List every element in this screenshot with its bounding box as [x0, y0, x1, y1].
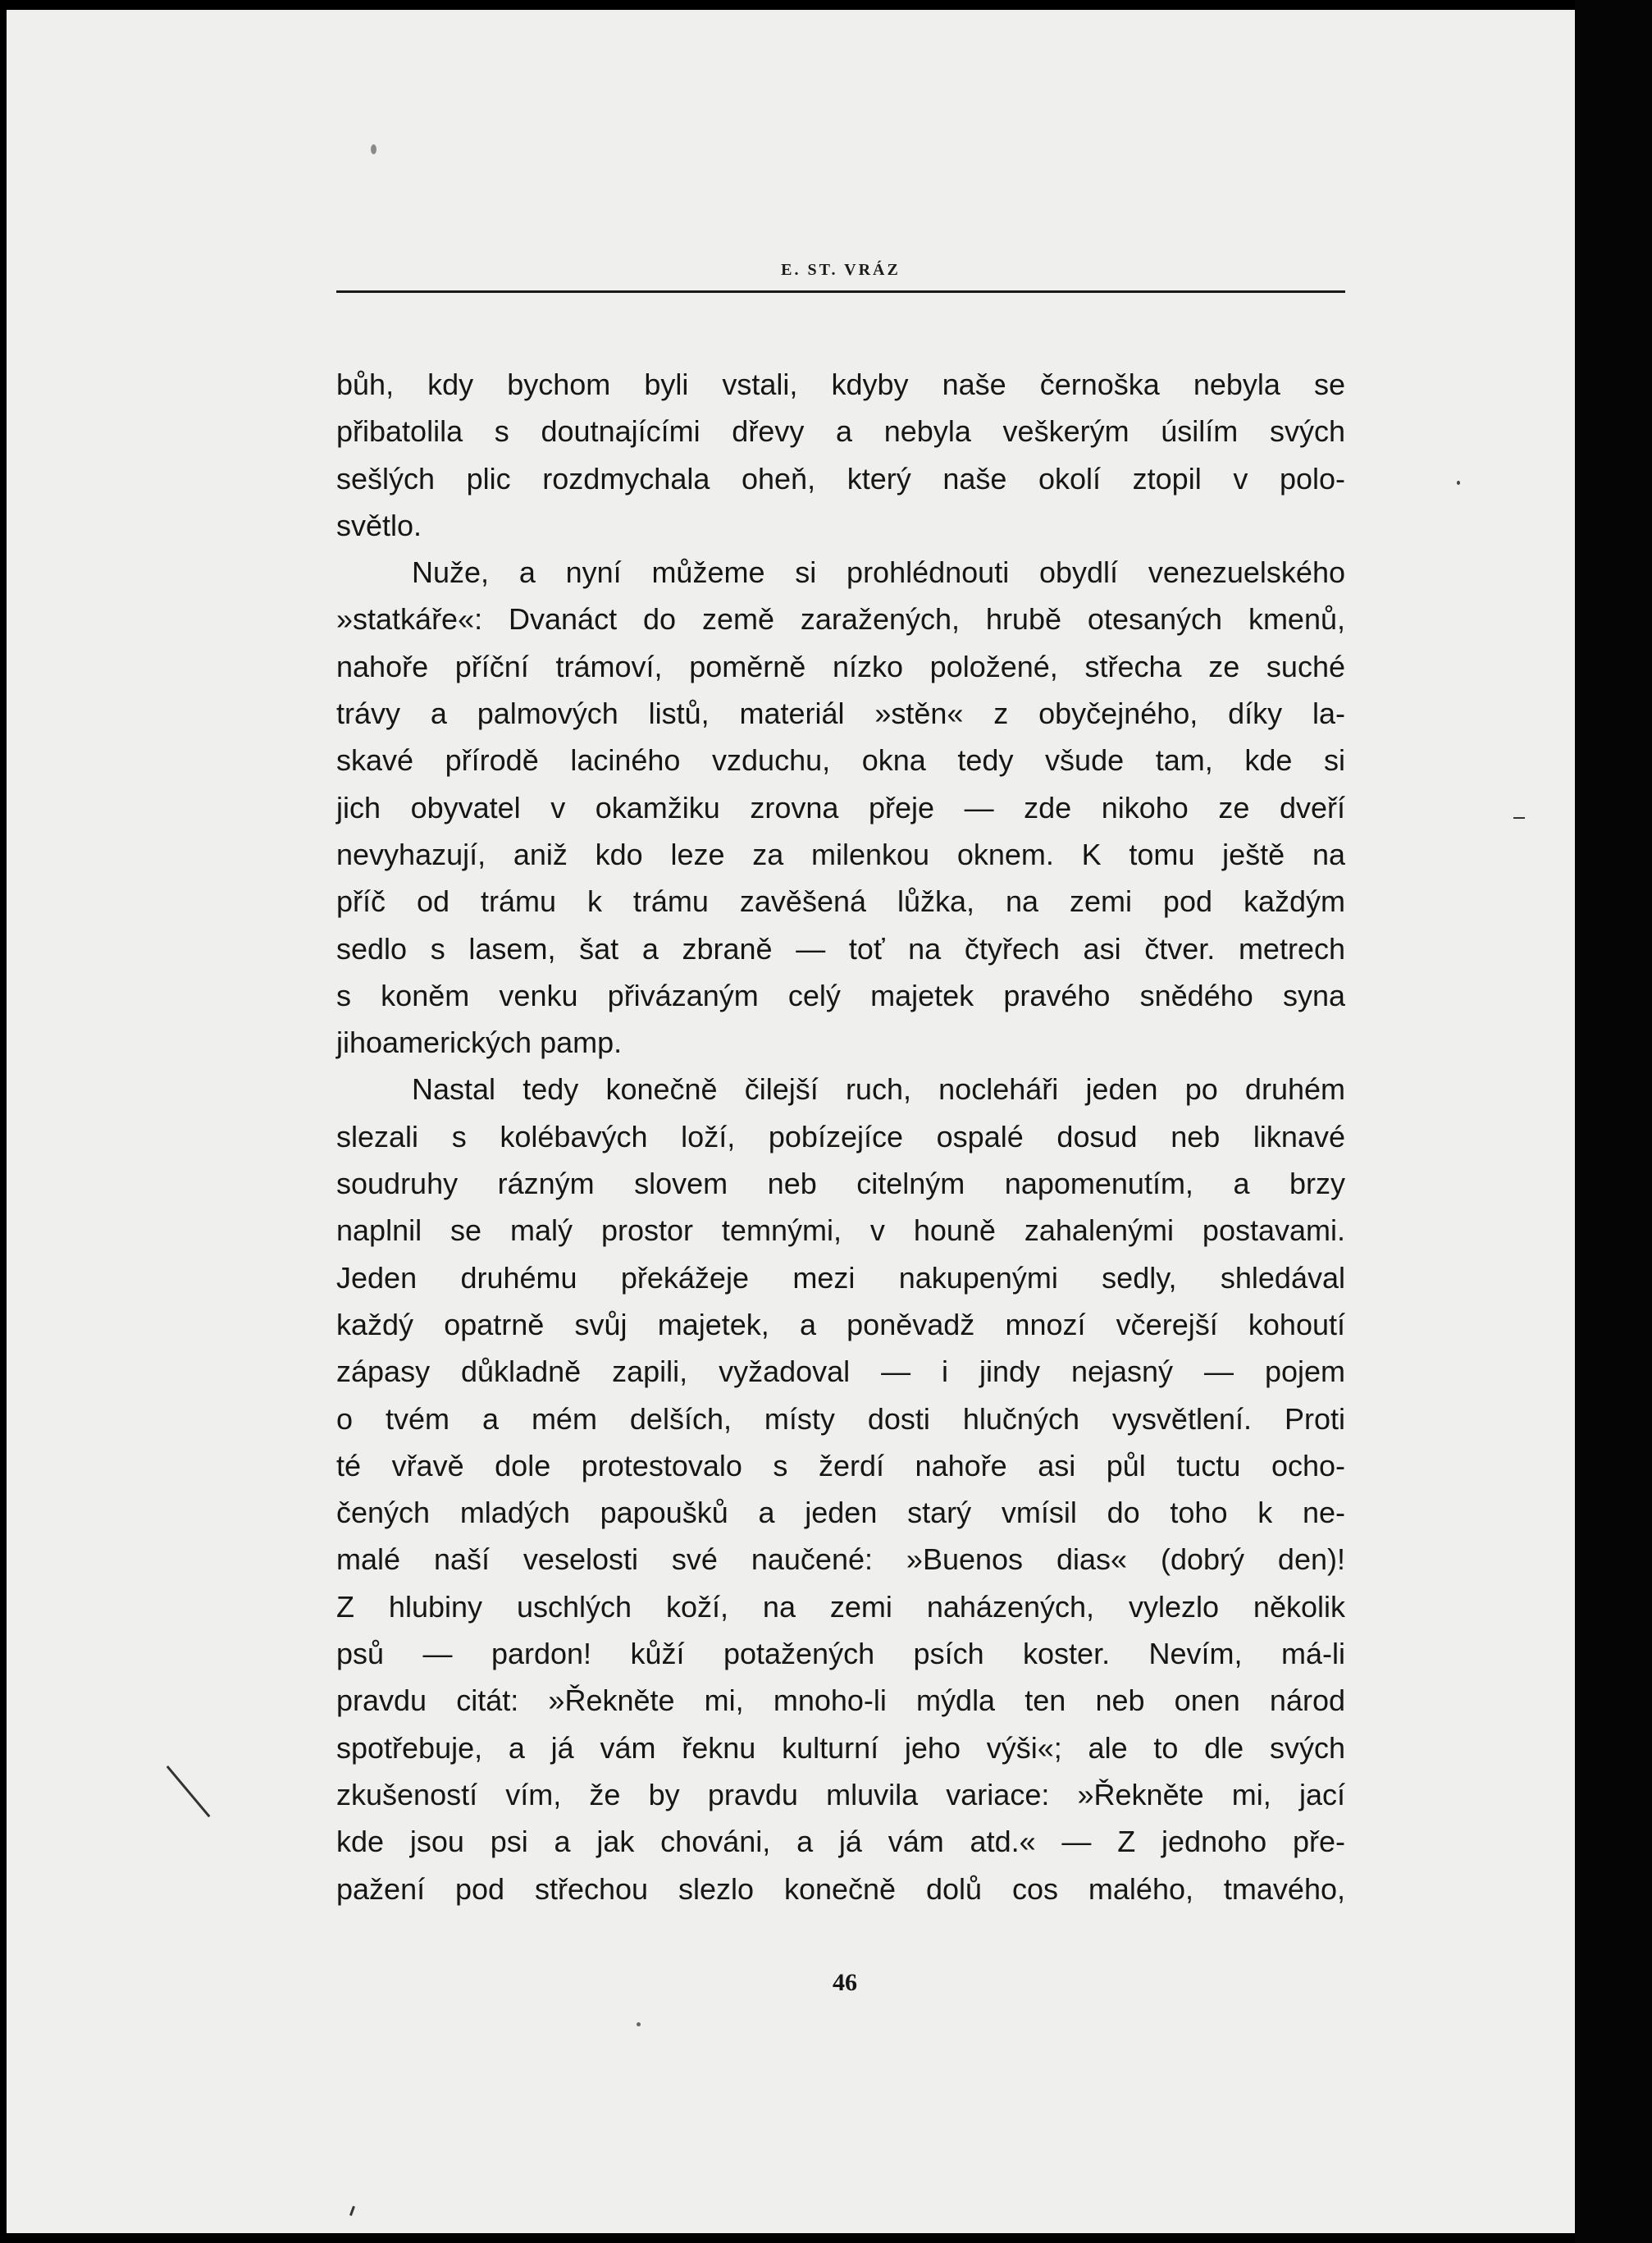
- text-line: Jeden druhému překážeje mezi nakupenými sedly, shledával: [336, 1260, 1345, 1295]
- text-line: kde jsou psi a jak chováni, a já vám atd.« — Z jednoho pře-: [336, 1825, 1345, 1859]
- scan-border-right: [1575, 0, 1652, 2243]
- running-head: E. ST. VRÁZ: [781, 261, 901, 279]
- text-line: psů — pardon! kůží potažených psích koster. Nevím, má-li: [336, 1637, 1345, 1671]
- text-line: Nuže, a nyní můžeme si prohlédnouti obydlí venezuelského: [412, 555, 1345, 590]
- text-line: jich obyvatel v okamžiku zrovna přeje — zde nikoho ze dveří: [336, 790, 1345, 825]
- text-line: o tvém a mém delších, místy dosti hlučných vysvětlení. Proti: [336, 1401, 1345, 1436]
- dust-speck: [371, 144, 376, 154]
- text-line: pažení pod střechou slezlo konečně dolů cos malého, tmavého,: [336, 1871, 1345, 1906]
- text-line: »statkáře«: Dvanáct do země zaražených, hrubě otesaných kmenů,: [336, 602, 1345, 637]
- text-line: bůh, kdy bychom byli vstali, kdyby naše černoška nebyla se: [336, 368, 1345, 401]
- scan-scratch: [1513, 817, 1525, 819]
- text-line: malé naší veselosti své naučené: »Buenos dias« (dobrý den)!: [336, 1542, 1345, 1577]
- dust-speck: [637, 2022, 641, 2026]
- body-text: [336, 361, 1345, 1912]
- text-line: trávy a palmových listů, materiál »stěn« z obyčejného, díky la-: [336, 697, 1345, 731]
- text-line: jihoamerických pamp.: [336, 1026, 623, 1060]
- text-line: naplnil se malý prostor temnými, v houně zahalenými postavami.: [336, 1213, 1345, 1248]
- text-line: s koněm venku přivázaným celý majetek pravého snědého syna: [336, 978, 1345, 1012]
- text-line: nahoře příční trámoví, poměrně nízko položené, střecha ze suché: [336, 649, 1345, 683]
- header-rule: [336, 290, 1345, 293]
- text-line: pravdu citát: »Řekněte mi, mnoho-li mýdla ten neb onen národ: [336, 1683, 1345, 1718]
- text-line: soudruhy rázným slovem neb citelným napomenutím, a brzy: [336, 1167, 1345, 1201]
- text-line: příč od trámu k trámu zavěšená lůžka, na zemi pod každým: [336, 884, 1345, 919]
- text-line: Z hlubiny uschlých koží, na zemi naházených, vylezlo několik: [336, 1589, 1345, 1624]
- text-line: každý opatrně svůj majetek, a poněvadž mnozí včerejší kohoutí: [336, 1307, 1345, 1341]
- text-line: čených mladých papoušků a jeden starý vmísil do toho k ne-: [336, 1496, 1345, 1530]
- text-line: přibatolila s doutnajícími dřevy a nebyla veškerým úsilím svých: [336, 414, 1345, 449]
- text-line: zápasy důkladně zapili, vyžadoval — i jindy nejasný — pojem: [336, 1354, 1345, 1389]
- text-line: slezali s kolébavých loží, pobízejíce ospalé dosud neb liknavé: [336, 1119, 1345, 1153]
- page-number: 46: [833, 1969, 857, 1996]
- text-line: nevyhazují, aniž kdo leze za milenkou oknem. K tomu ještě na: [336, 837, 1345, 871]
- text-line: zkušeností vím, že by pravdu mluvila variace: »Řekněte mi, jací: [336, 1777, 1345, 1811]
- dust-speck: [1457, 481, 1460, 485]
- text-line: sedlo s lasem, šat a zbraně — toť na čtyřech asi čtver. metrech: [336, 931, 1345, 966]
- text-line: sešlých plic rozdmychala oheň, který naše okolí ztopil v polo-: [336, 461, 1345, 496]
- text-line: světlo.: [336, 508, 422, 542]
- text-line: skavé přírodě laciného vzduchu, okna tedy všude tam, kde si: [336, 743, 1345, 778]
- text-line: spotřebuje, a já vám řeknu kulturní jeho výši«; ale to dle svých: [336, 1730, 1345, 1765]
- text-line: té vřavě dole protestovalo s žerdí nahoře asi půl tuctu ocho-: [336, 1448, 1345, 1482]
- text-line: Nastal tedy konečně čilejší ruch, nocleháři jeden po druhém: [412, 1072, 1345, 1107]
